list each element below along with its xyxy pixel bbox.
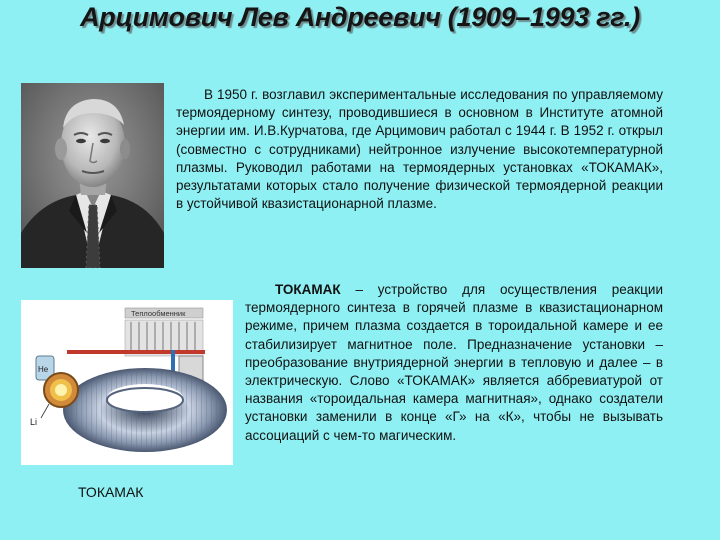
tokamak-illustration — [21, 300, 233, 465]
image-caption: ТОКАМАК — [78, 484, 144, 500]
lithium-label: Li — [30, 417, 38, 427]
tokamak-paragraph — [245, 281, 663, 445]
helium-label: Не — [38, 365, 49, 374]
biography-paragraph: В 1950 г. возглавил экспериментальные исследования по управляемому термоядерному синтезу, проводившиеся в основном в Институте атомной энергии им. И.В.Курчатова, где Арцимович работал с 1944 г. В 1952 г. открыл (совместно с сотрудниками) нейтронное излучение высокотемпературной плазмы. Руководил работами на термоядерных установках «ТОКАМАК», результатами которых стало получение физической термоядерной реакции в устойчивой квазистационарной плазме. — [176, 87, 663, 212]
tokamak-definition: – устройство для осуществления реакции термоядерного синтеза в горячей плазме в квазистационарном режиме, причем плазма создается в тороидальной камере и ее стабилизирует магнитное поле. Предназначение установки – преобразование внутриядерной энергии в тепловую и далее – в электрическую. Слово «ТОКАМАК» является аббревиатурой от названия «тороидальная камера магнитная», однако создатели установки заменили в конце «Г» на «К», чтобы не вызывать ассоциаций с чем-то магическим. — [245, 282, 663, 443]
page-title: Арцимович Лев Андреевич (1909–1993 гг.) — [80, 2, 640, 32]
portrait-illustration — [21, 83, 164, 268]
portrait-photo — [21, 83, 164, 268]
tokamak-term: ТОКАМАК — [275, 282, 341, 297]
tokamak-diagram — [21, 300, 233, 465]
heat-exchanger-label: Теплообменник — [131, 309, 186, 318]
